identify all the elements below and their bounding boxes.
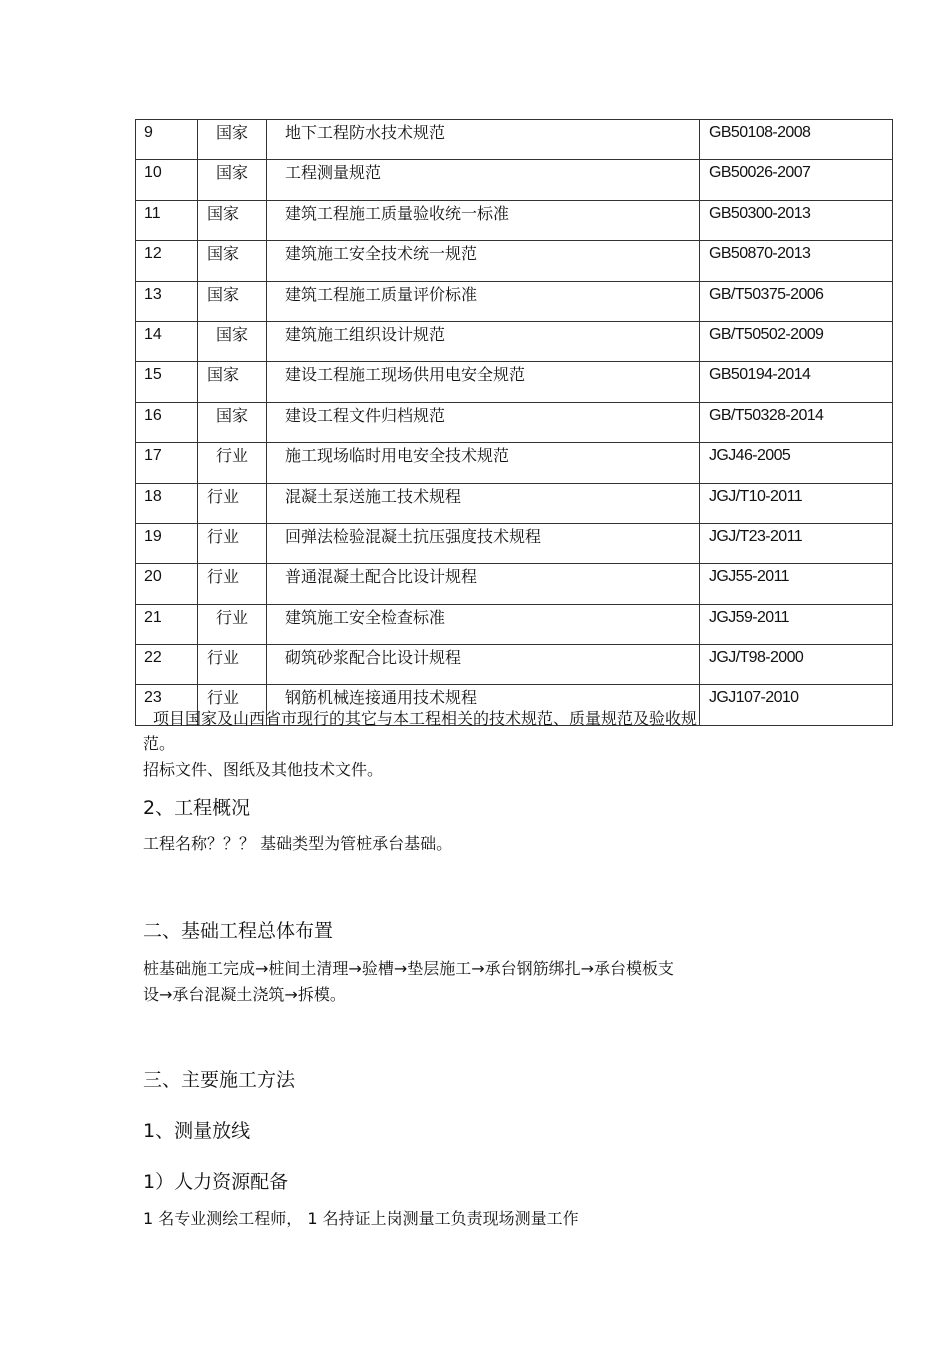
row-number-cell: 13 (136, 281, 198, 321)
heading-human-resources: 1）人力资源配备 (143, 1171, 289, 1193)
standards-table (135, 119, 893, 726)
standard-code-cell: JGJ/T23-2011 (700, 523, 893, 563)
row-number-cell: 10 (136, 160, 198, 200)
standard-code-cell: JGJ59-2011 (700, 604, 893, 644)
standard-code-cell: GB50300-2013 (700, 200, 893, 240)
standard-code-cell: GB/T50328-2014 (700, 402, 893, 442)
table-row (136, 321, 893, 361)
staffing-text: 1 名专业测绘工程师， 1 名持证上岗测量工负责现场测量工作 (143, 1209, 579, 1228)
standard-code-cell: GB50026-2007 (700, 160, 893, 200)
table-row (136, 281, 893, 321)
standard-name-cell: 建筑施工安全检查标准 (267, 604, 700, 644)
standard-name-cell: 工程测量规范 (267, 160, 700, 200)
standard-level-cell: 行业 (198, 483, 267, 523)
row-number-cell: 16 (136, 402, 198, 442)
row-number-cell: 23 (136, 685, 198, 725)
row-number-cell: 9 (136, 120, 198, 160)
standard-level-cell: 行业 (198, 523, 267, 563)
table-row (136, 645, 893, 685)
standard-level-cell: 国家 (198, 200, 267, 240)
table-row (136, 564, 893, 604)
row-number-cell: 21 (136, 604, 198, 644)
standard-code-cell: GB50194-2014 (700, 362, 893, 402)
standard-code-cell: GB/T50502-2009 (700, 321, 893, 361)
row-number-cell: 20 (136, 564, 198, 604)
construction-flow-text-cont: 设→承台混凝土浇筑→拆模。 (143, 985, 346, 1004)
table-row (136, 120, 893, 160)
standard-name-cell: 砌筑砂浆配合比设计规程 (267, 645, 700, 685)
standard-level-cell: 行业 (198, 645, 267, 685)
standard-name-cell: 地下工程防水技术规范 (267, 120, 700, 160)
heading-project-overview: 2、工程概况 (143, 797, 251, 819)
table-row (136, 483, 893, 523)
applicable-regulations-text-cont: 范。 (143, 734, 176, 753)
standard-level-cell: 行业 (198, 604, 267, 644)
row-number-cell: 14 (136, 321, 198, 361)
tender-documents-text: 招标文件、图纸及其他技术文件。 (143, 760, 384, 779)
table-row (136, 200, 893, 240)
standard-name-cell: 建筑工程施工质量评价标准 (267, 281, 700, 321)
standard-level-cell: 国家 (198, 281, 267, 321)
standard-name-cell: 建设工程文件归档规范 (267, 402, 700, 442)
project-overview-text: 工程名称？？？ 基础类型为管桩承台基础。 (143, 834, 453, 853)
table-row (136, 160, 893, 200)
heading-main-methods: 三、主要施工方法 (143, 1069, 296, 1091)
table-row (136, 443, 893, 483)
standard-name-cell: 回弹法检验混凝土抗压强度技术规程 (267, 523, 700, 563)
row-number-cell: 12 (136, 241, 198, 281)
standard-name-cell: 施工现场临时用电安全技术规范 (267, 443, 700, 483)
standard-code-cell: GB50108-2008 (700, 120, 893, 160)
row-number-cell: 17 (136, 443, 198, 483)
table-row (136, 604, 893, 644)
standards-table-body (136, 120, 893, 726)
table-row (136, 523, 893, 563)
row-number-cell: 18 (136, 483, 198, 523)
table-row (136, 241, 893, 281)
row-number-cell: 19 (136, 523, 198, 563)
standard-name-cell: 建筑施工组织设计规范 (267, 321, 700, 361)
standard-level-cell: 国家 (198, 160, 267, 200)
standard-code-cell: JGJ107-2010 (700, 685, 893, 725)
standard-level-cell: 国家 (198, 120, 267, 160)
standard-code-cell: JGJ/T10-2011 (700, 483, 893, 523)
standard-code-cell: JGJ46-2005 (700, 443, 893, 483)
standard-code-cell: GB50870-2013 (700, 241, 893, 281)
row-number-cell: 15 (136, 362, 198, 402)
table-row (136, 362, 893, 402)
heading-survey-layout: 1、测量放线 (143, 1120, 251, 1142)
heading-foundation-layout: 二、基础工程总体布置 (143, 920, 334, 942)
standard-name-cell: 混凝土泵送施工技术规程 (267, 483, 700, 523)
standard-code-cell: JGJ/T98-2000 (700, 645, 893, 685)
applicable-regulations-text: 项目国家及山西省市现行的其它与本工程相关的技术规范、质量规范及验收规 (153, 709, 698, 728)
standard-level-cell: 行业 (198, 685, 267, 725)
standard-code-cell: GB/T50375-2006 (700, 281, 893, 321)
table-row (136, 402, 893, 442)
standard-code-cell: JGJ55-2011 (700, 564, 893, 604)
standard-name-cell: 普通混凝土配合比设计规程 (267, 564, 700, 604)
standard-level-cell: 国家 (198, 362, 267, 402)
standard-name-cell: 建筑工程施工质量验收统一标准 (267, 200, 700, 240)
standard-name-cell: 钢筋机械连接通用技术规程 (267, 685, 700, 725)
row-number-cell: 11 (136, 200, 198, 240)
standard-level-cell: 国家 (198, 402, 267, 442)
standard-level-cell: 国家 (198, 321, 267, 361)
row-number-cell: 22 (136, 645, 198, 685)
standard-level-cell: 行业 (198, 564, 267, 604)
standard-level-cell: 国家 (198, 241, 267, 281)
standard-level-cell: 行业 (198, 443, 267, 483)
standard-name-cell: 建设工程施工现场供用电安全规范 (267, 362, 700, 402)
construction-flow-text: 桩基础施工完成→桩间土清理→验槽→垫层施工→承台钢筋绑扎→承台模板支 (143, 959, 675, 978)
standard-name-cell: 建筑施工安全技术统一规范 (267, 241, 700, 281)
